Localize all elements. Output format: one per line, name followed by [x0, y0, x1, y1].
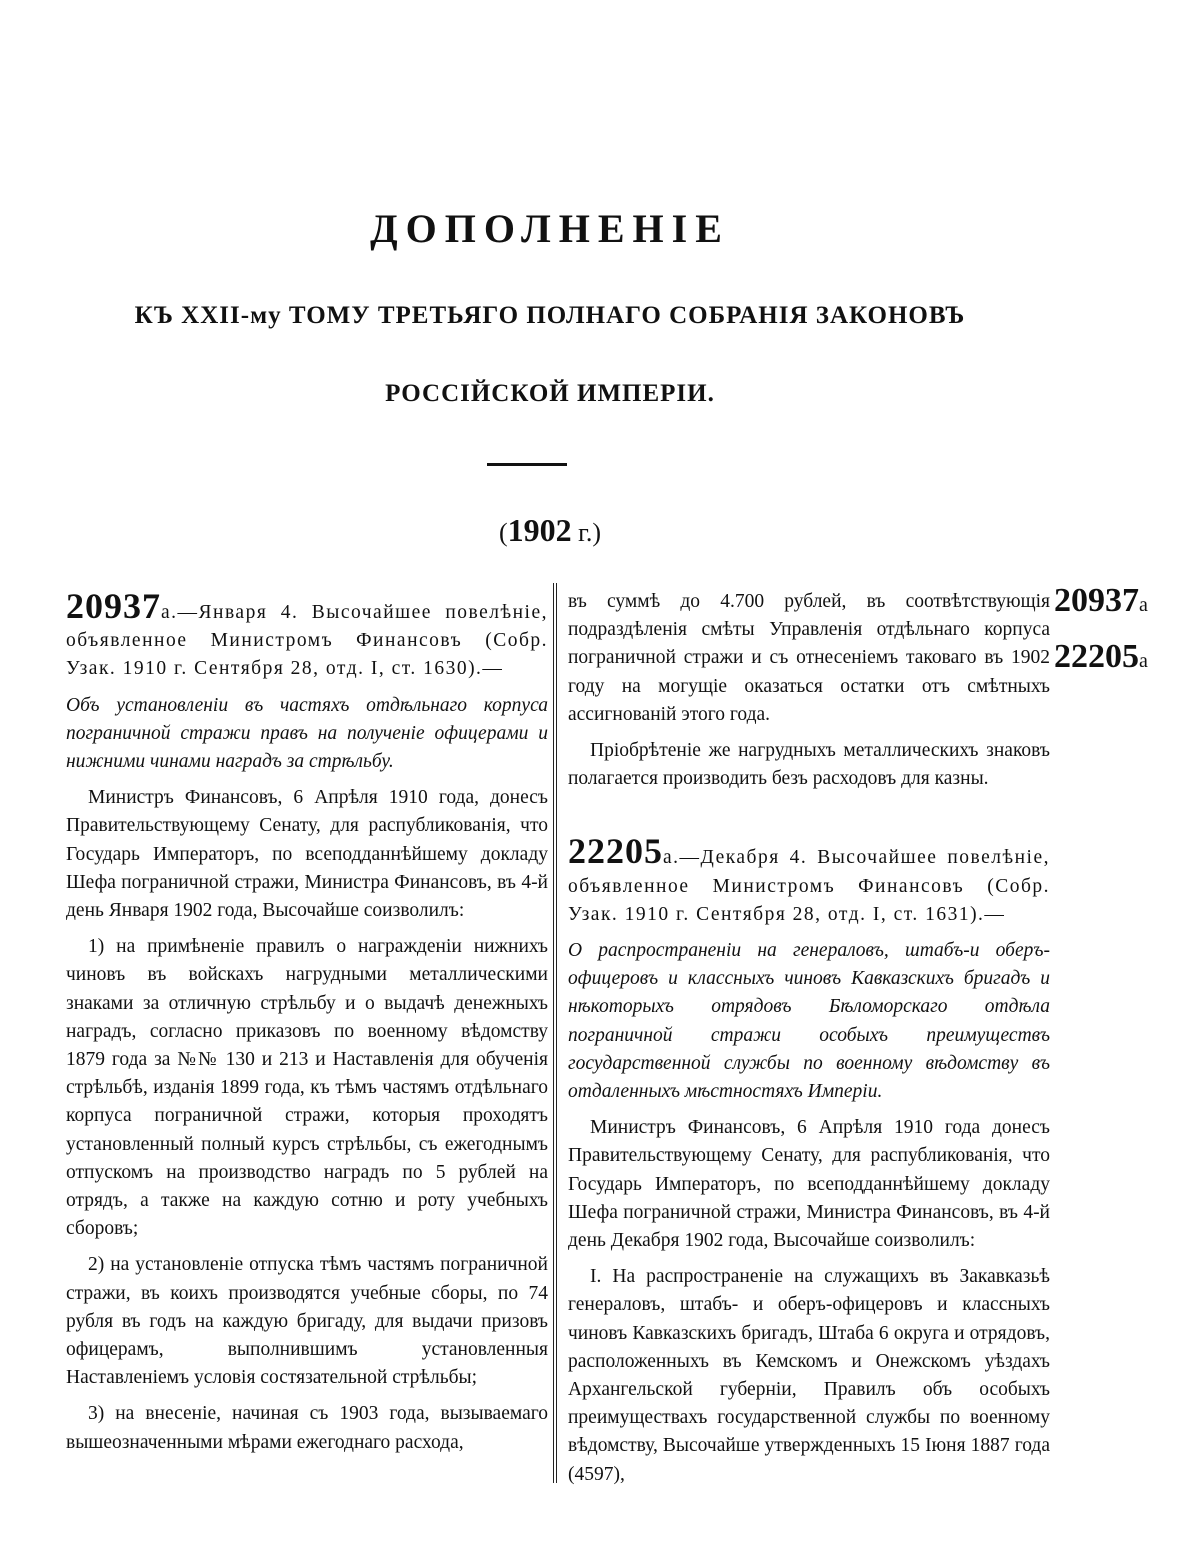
paragraph: Министръ Финансовъ, 6 Апрѣля 1910 года, донесъ Правительствующему Сенату, для распубликованія, что Государь Императоръ, по всеподданнѣйшему докладу Шефа пограничной стражи, Министра Финансовъ, въ 4-й день Января 1902 года, Высочайше соизволилъ:: [66, 787, 548, 922]
paragraph: Министръ Финансовъ, 6 Апрѣля 1910 года донесъ Правительствующему Сенату, для распубликованія, что Государь Императоръ, по всеподданнѣйшему докладу Шефа пограничной стражи, Министра Финансовъ, въ 4-й день Декабря 1902 года, Высочайше соизволилъ:: [568, 1117, 1050, 1252]
year-suffix: г.): [571, 518, 602, 547]
paragraph: 3) на внесеніе, начиная съ 1903 года, вызываемаго вышеозначенными мѣрами ежегоднаго расхода,: [66, 1403, 548, 1453]
document-subtitle-line2: РОССІЙСКОЙ ИМПЕРІИ.: [385, 380, 715, 407]
right-column: [568, 588, 1050, 1497]
year-open: (: [498, 518, 508, 547]
entry-title-italic: Объ установленіи въ частяхъ отдѣльнаго корпуса пограничной стражи правъ на полученіе офицерами и нижними чинами наградъ за стрѣльбу.: [66, 694, 548, 773]
entry-heading: а.—Декабря 4. Высочайшее повелѣніе, объявленное Министромъ Финансовъ (Собр. Узак. 1910 г. Сентября 28, отд. I, ст. 1631).—: [568, 847, 1050, 925]
document-subtitle: КЪ XXII-му ТОМУ ТРЕТЬЯГО ПОЛНАГО СОБРАНІЯ ЗАКОНОВЪ: [134, 302, 966, 329]
year-number: 1902: [507, 512, 572, 548]
left-column: [66, 586, 548, 1465]
entry-number: 22205: [568, 831, 663, 872]
entry-number: 20937: [66, 586, 161, 626]
margin-number: [1054, 631, 1194, 687]
margin-number: [1054, 575, 1194, 631]
margin-number-suffix: а: [1139, 594, 1148, 616]
paragraph: I. На распространеніе на служащихъ въ Закавказьѣ генераловъ, штабъ- и оберъ-офицеровъ и классныхъ чиновъ Кавказскихъ бригадъ, Штаба 6 округа и отрядовъ, расположенныхъ въ Кемскомъ и Онежскомъ уѣздахъ Архангельской губерніи, Правилъ объ особыхъ преимуществахъ государственной службы по военному вѣдомству, Высочайше утвержденныхъ 15 Іюня 1887 года (4597),: [568, 1266, 1050, 1485]
paragraph: 1) на примѣненіе правилъ о награжденіи нижнихъ чиновъ въ войскахъ нагрудными металлическими знаками за отличную стрѣльбу и о выдачѣ денежныхъ наградъ, согласно приказовъ по военному вѣдомству 1879 года за №№ 130 и 213 и Наставленія для обученія стрѣльбѣ, изданія 1899 года, къ тѣмъ частямъ отдѣльнаго корпуса пограничной стражи, которыя проходятъ установленный полный курсъ стрѣльбы, съ ежегоднымъ отпускомъ на производство наградъ по 5 рублей на отрядъ, а также на каждую сотню и роту учебныхъ сборовъ;: [66, 936, 548, 1240]
entry-title-italic: О распространеніи на генераловъ, штабъ-и оберъ-офицеровъ и классныхъ чиновъ Кавказскихъ бригадъ и нѣкоторыхъ отрядовъ Бѣломорскаго отдѣла пограничной стражи особыхъ преимуществъ государственной службы по военному вѣдомству въ отдаленныхъ мѣстностяхъ Имперіи.: [568, 940, 1050, 1103]
entry-header-22205: [568, 831, 1050, 929]
paragraph: 2) на установленіе отпуска тѣмъ частямъ пограничной стражи, въ коихъ производятся учебные сборы, по 74 рубля въ годъ на каждую бригаду, для выдачи призовъ офицерамъ, выполнившимъ установленныя Наставленіемъ условія состязательной стрѣльбы;: [66, 1254, 548, 1389]
margin-number-value: 20937: [1054, 582, 1139, 619]
margin-number-value: 22205: [1054, 638, 1139, 675]
entry-header-20937: [66, 586, 548, 684]
document-title: ДОПОЛНЕНІЕ: [370, 206, 730, 251]
margin-number-suffix: а: [1139, 650, 1148, 672]
paragraph: въ суммѣ до 4.700 рублей, въ соотвѣтствующія подраздѣленія смѣты Управленія отдѣльнаго корпуса пограничной стражи и съ отнесеніемъ таковаго въ 1902 году на могущіе оказаться остатки отъ смѣтныхъ ассигнованій этого года.: [568, 591, 1050, 725]
entry-heading: а.—Января 4. Высочайшее повелѣніе, объявленное Министромъ Финансовъ (Собр. Узак. 1910 г. Сентября 28, отд. I, ст. 1630).—: [66, 602, 548, 680]
margin-numbers: [1054, 575, 1194, 687]
column-divider: [553, 583, 557, 1483]
year-heading: [0, 512, 1100, 549]
paragraph: Пріобрѣтеніе же нагрудныхъ металлическихъ знаковъ полагается производить безъ расходовъ для казны.: [568, 740, 1050, 790]
title-rule: [487, 463, 567, 466]
